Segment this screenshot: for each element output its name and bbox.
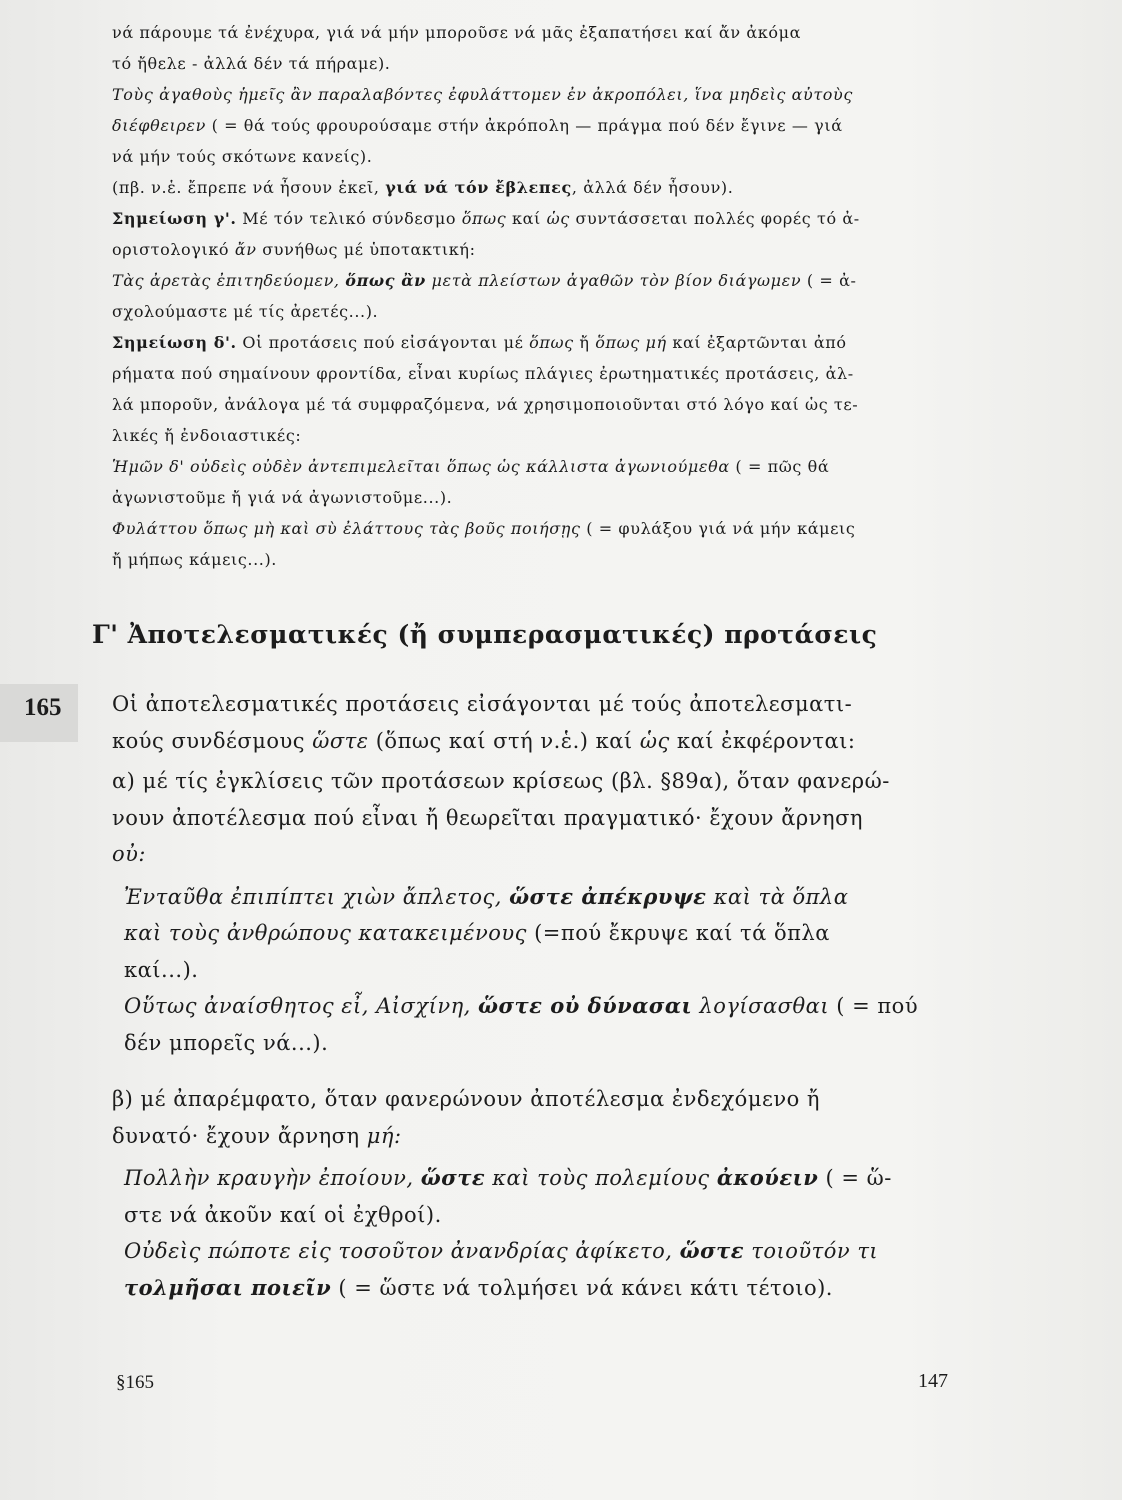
section-number: 165 (24, 694, 62, 721)
text-segment: Οὕτως ἀναίσθητος εἶ, Αἰσχίνη, (124, 994, 479, 1018)
text-segment: ὥστε οὐ δύνασαι (478, 993, 693, 1018)
text-segment: (πβ. ν.ἑ. ἔπρεπε νά ἦσουν ἐκεῖ, (112, 178, 386, 197)
text-segment: νουν ἀποτέλεσμα πού εἶναι ἤ θεωρεῖται πραγματικό· ἔχουν ἄρνηση (112, 805, 864, 830)
top-text-block (112, 17, 962, 575)
text-segment: ὥστε (312, 728, 369, 753)
page-number: 147 (918, 1370, 948, 1392)
text-segment: καὶ τοὺς ἀνθρώπους κατακειμένους (124, 921, 527, 945)
text-line (112, 389, 962, 420)
text-segment: ( = πού (829, 994, 919, 1018)
text-segment: ὥστε (420, 1165, 486, 1190)
text-line (112, 513, 962, 544)
text-line (112, 451, 962, 482)
main-text-block (112, 686, 962, 1306)
text-segment: Μέ τόν τελικό σύνδεσμο (236, 209, 462, 228)
text-line (112, 723, 962, 760)
text-line (112, 79, 962, 110)
text-line (112, 879, 962, 916)
text-segment: καί ἐκφέρονται: (669, 728, 856, 753)
text-segment: Τὰς ἀρετὰς ἐπιτηδεύομεν, (112, 271, 346, 290)
footer-section-ref: §165 (116, 1372, 154, 1393)
text-segment: Τοὺς ἀγαθοὺς ἡμεῖς ἂν παραλαβόντες ἐφυλάττομεν ἐν ἀκροπόλει, ἵνα μηδεὶς αὐτοὺς (112, 85, 853, 104)
text-segment: συντάσσεται πολλές φορές τό ἀ- (569, 209, 860, 228)
text-segment: (=πού ἔκρυψε καί τά ὅπλα (526, 921, 830, 945)
text-segment: ὡς (546, 209, 570, 228)
text-segment: σχολούμαστε μέ τίς ἀρετές...). (112, 302, 379, 321)
text-segment: ( = ὥστε νά τολμήσει νά κάνει κάτι τέτοιο). (331, 1275, 833, 1300)
text-segment: στε νά ἀκοῦν καί οἱ ἐχθροί). (124, 1202, 442, 1227)
text-line (112, 1270, 962, 1307)
text-line (112, 686, 962, 723)
text-segment: ὅπως ἂν (345, 271, 426, 290)
text-line (112, 1025, 962, 1062)
section-number-tab (0, 684, 78, 742)
text-line (112, 420, 962, 451)
text-segment: ἀγωνιστοῦμε ἤ γιά νά ἀγωνιστοῦμε...). (112, 488, 453, 507)
text-segment: καὶ τὰ ὅπλα (706, 884, 849, 909)
text-segment: καὶ τοὺς πολεμίους (485, 1166, 717, 1190)
text-line (112, 952, 962, 989)
text-segment: τό ἤθελε - ἀλλά δέν τά πήραμε). (112, 54, 391, 73)
text-line (112, 296, 962, 327)
text-segment: οριστολογικό (112, 240, 235, 259)
text-segment: ὥστε ἀπέκρυψε (509, 883, 707, 909)
text-segment: , ἀλλά δέν ἦσουν). (571, 178, 734, 197)
text-segment: (ὅπως καί στή ν.ἑ.) καί (368, 728, 640, 753)
text-segment: ( = ὥ- (818, 1166, 892, 1190)
text-segment: ( = ἀ- (801, 271, 857, 290)
text-segment: τοιοῦτόν τι (744, 1239, 879, 1263)
text-segment: δυνατό· ἔχουν ἄρνηση (112, 1123, 367, 1148)
text-segment: οὐ: (112, 842, 146, 866)
text-line (112, 988, 962, 1025)
text-segment: λογίσασθαι (692, 994, 830, 1018)
text-line (112, 800, 962, 837)
text-line (112, 1081, 962, 1118)
text-segment: ὅπως (529, 333, 574, 352)
text-segment: λά μποροῦν, ἀνάλογα μέ τά συμφραζόμενα, νά χρησιμοποιοῦνται στό λόγο καί ὡς τε- (112, 395, 859, 414)
text-line (112, 265, 962, 296)
text-line (112, 17, 962, 48)
text-line (112, 836, 962, 873)
text-segment: Σημείωση γ'. (112, 209, 237, 228)
text-segment: ἀκούειν (716, 1165, 819, 1190)
text-segment: Ἐνταῦθα ἐπιπίπτει χιὼν ἄπλετος, (124, 884, 510, 909)
text-segment: β) μέ ἀπαρέμφατο, ὅταν φανερώνουν ἀποτέλεσμα ἐνδεχόμενο ἤ (112, 1087, 821, 1111)
text-line (112, 1197, 962, 1234)
text-segment: Ἡμῶν δ' οὐδεὶς οὐδὲν ἀντεπιμελεῖται ὅπως ὡς κάλλιστα ἀγωνιούμεθα (112, 457, 730, 476)
text-segment: Οὐδεὶς πώποτε εἰς τοσοῦτον ἀνανδρίας ἀφίκετο, (124, 1239, 680, 1263)
text-segment: δέν μπορεῖς νά...). (124, 1030, 329, 1055)
text-line (112, 482, 962, 513)
text-line (112, 172, 962, 203)
text-segment: τολμῆσαι ποιεῖν (124, 1274, 332, 1300)
text-line (112, 763, 962, 800)
text-segment: καί...). (124, 957, 199, 982)
text-segment: Σημείωση δ'. (112, 333, 237, 352)
text-segment: ( = φυλάξου γιά νά μήν κάμεις (580, 519, 856, 538)
text-segment: καί (506, 209, 547, 228)
text-segment: λικές ἤ ἐνδοιαστικές: (112, 426, 302, 445)
text-segment: κούς συνδέσμους (112, 728, 313, 753)
text-segment: Οἱ ἀποτελεσματικές προτάσεις εἰσάγονται μέ τούς ἀποτελεσματι- (112, 692, 853, 716)
text-line (112, 544, 962, 575)
text-line (112, 915, 962, 952)
text-segment: ὅπως μή (595, 333, 667, 352)
text-segment: διέφθειρεν (112, 116, 206, 135)
text-segment: Οἱ προτάσεις πού εἰσάγονται μέ (236, 333, 530, 352)
text-line (112, 203, 962, 234)
text-segment: μετὰ πλείστων ἀγαθῶν τὸν βίον διάγωμεν (425, 271, 802, 290)
text-segment: ἄν (234, 240, 257, 259)
text-segment: Πολλὴν κραυγὴν ἐποίουν, (124, 1166, 421, 1190)
text-line (112, 141, 962, 172)
text-segment: ὅπως (461, 209, 507, 228)
text-segment: Φυλάττου ὅπως μὴ καὶ σὺ ἐλάττους τὰς βοῦς ποιήσῃς (112, 519, 581, 538)
text-segment: ( = πῶς θά (729, 457, 830, 476)
text-line (112, 1118, 962, 1155)
text-segment: ρήματα πού σημαίνουν φροντίδα, εἶναι κυρίως πλάγιες ἐρωτηματικές προτάσεις, ἀλ- (112, 364, 854, 383)
text-line (112, 1233, 962, 1270)
text-segment: ὥστε (679, 1238, 745, 1263)
text-segment: ὡς (639, 728, 670, 753)
text-line (112, 358, 962, 389)
text-segment: ( = θά τούς φρουρούσαμε στήν ἀκρόπολη — πράγμα πού δέν ἔγινε — γιά (205, 116, 843, 135)
text-line (112, 48, 962, 79)
text-segment: νά πάρουμε τά ἐνέχυρα, γιά νά μήν μποροῦσε νά μᾶς ἐξαπατήσει καί ἄν ἀκόμα (112, 23, 801, 42)
text-segment: ἤ μήπως κάμεις...). (112, 550, 277, 569)
text-segment: μή: (366, 1123, 402, 1148)
text-segment: ἤ (573, 333, 596, 352)
text-segment: α) μέ τίς ἐγκλίσεις τῶν προτάσεων κρίσεως (βλ. §89α), ὅταν φανερώ- (112, 769, 890, 793)
section-heading: Γ' Ἀποτελεσματικές (ἤ συμπερασματικές) προτάσεις (92, 620, 878, 649)
text-segment: καί ἐξαρτῶνται ἀπό (666, 333, 847, 352)
text-line (112, 1160, 962, 1197)
text-line (112, 234, 962, 265)
text-line (112, 110, 962, 141)
text-line (112, 327, 962, 358)
text-segment: νά μήν τούς σκότωνε κανείς). (112, 147, 373, 166)
text-segment: συνήθως μέ ὑποτακτική: (256, 240, 476, 259)
text-segment: γιά νά τόν ἔβλεπες (385, 178, 572, 197)
